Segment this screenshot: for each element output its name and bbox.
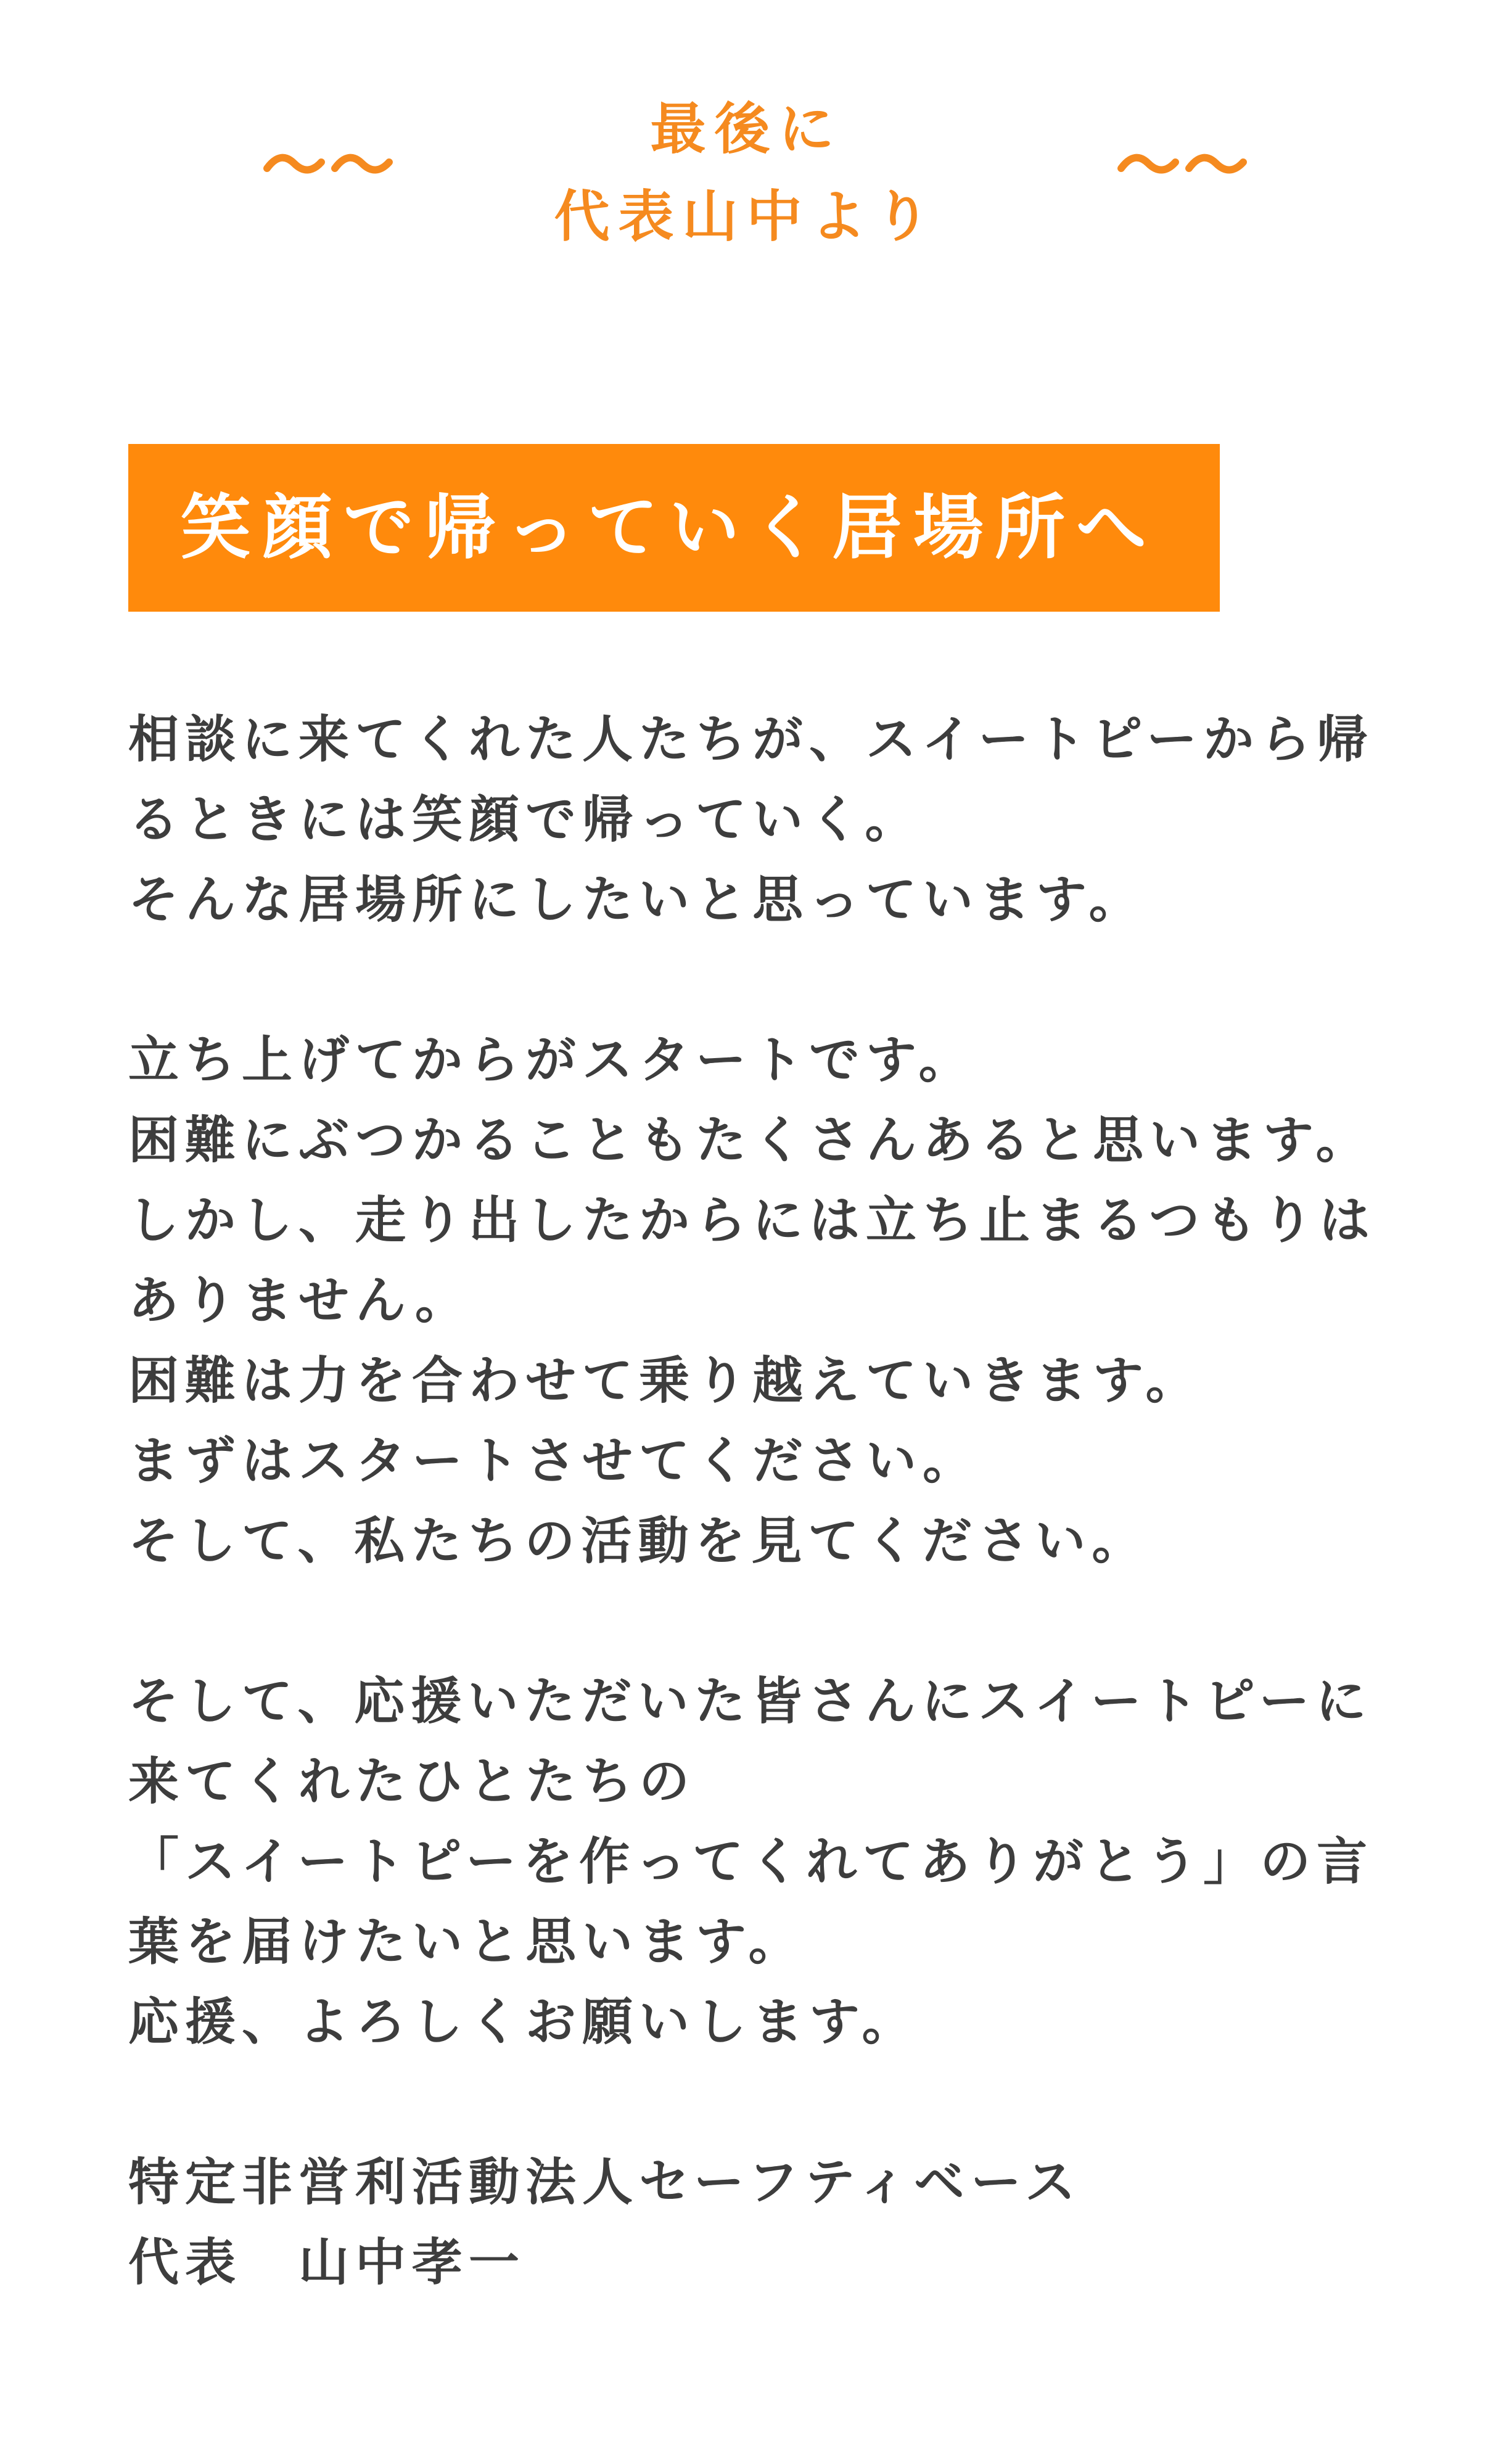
section-heading bbox=[0, 96, 1493, 274]
text-line: まずはスタートさせてください。 bbox=[128, 1432, 980, 1490]
text-line: そんな居場所にしたいと思っています。 bbox=[128, 871, 1146, 929]
paragraph-gap bbox=[128, 2063, 1368, 2143]
paragraph bbox=[128, 1021, 1376, 1582]
heading-line-2: 代表山中より bbox=[554, 184, 939, 249]
banner-title: 笑顔で帰っていく居場所へ bbox=[181, 487, 1158, 569]
text-line: 困難にぶつかることもたくさんあると思います。 bbox=[128, 1111, 1373, 1170]
text-line: 応援、よろしくお願いします。 bbox=[128, 1993, 919, 2051]
text-line: 困難は力を合わせて乗り越えていきます。 bbox=[128, 1352, 1203, 1410]
title-banner bbox=[128, 444, 1220, 612]
representative-name: 代表 山中孝一 bbox=[128, 2233, 526, 2292]
paragraph bbox=[128, 1662, 1374, 2063]
double-tilde-icon bbox=[1116, 144, 1252, 187]
text-line: ありません。 bbox=[128, 1271, 472, 1330]
paragraph bbox=[128, 700, 1374, 940]
text-line: 「スイートピーを作ってくれてありがとう」の言 bbox=[128, 1833, 1374, 1891]
text-line: そして、私たちの活動を見てください。 bbox=[128, 1512, 1149, 1571]
paragraph-gap bbox=[128, 940, 1368, 1021]
text-line: るときには笑顔で帰っていく。 bbox=[128, 791, 922, 849]
text-line: そして、応援いただいた皆さんにスイートピーに bbox=[128, 1672, 1373, 1731]
letter-body bbox=[128, 700, 1376, 2303]
signature-block bbox=[128, 2143, 1368, 2303]
text-line: 葉を届けたいと思います。 bbox=[128, 1913, 805, 1971]
text-line: 立ち上げてからがスタートです。 bbox=[128, 1031, 976, 1090]
organization-name: 特定非営利活動法人セーフティベース bbox=[128, 2153, 1082, 2212]
text-line: しかし、走り出したからには立ち止まるつもりは bbox=[128, 1191, 1376, 1250]
paragraph-gap bbox=[128, 1582, 1368, 1662]
heading-line-1: 最後に bbox=[650, 97, 843, 162]
text-line: 来てくれたひとたちの bbox=[128, 1752, 696, 1811]
text-line: 相談に来てくれた人たちが、スイートピーから帰 bbox=[128, 710, 1374, 769]
